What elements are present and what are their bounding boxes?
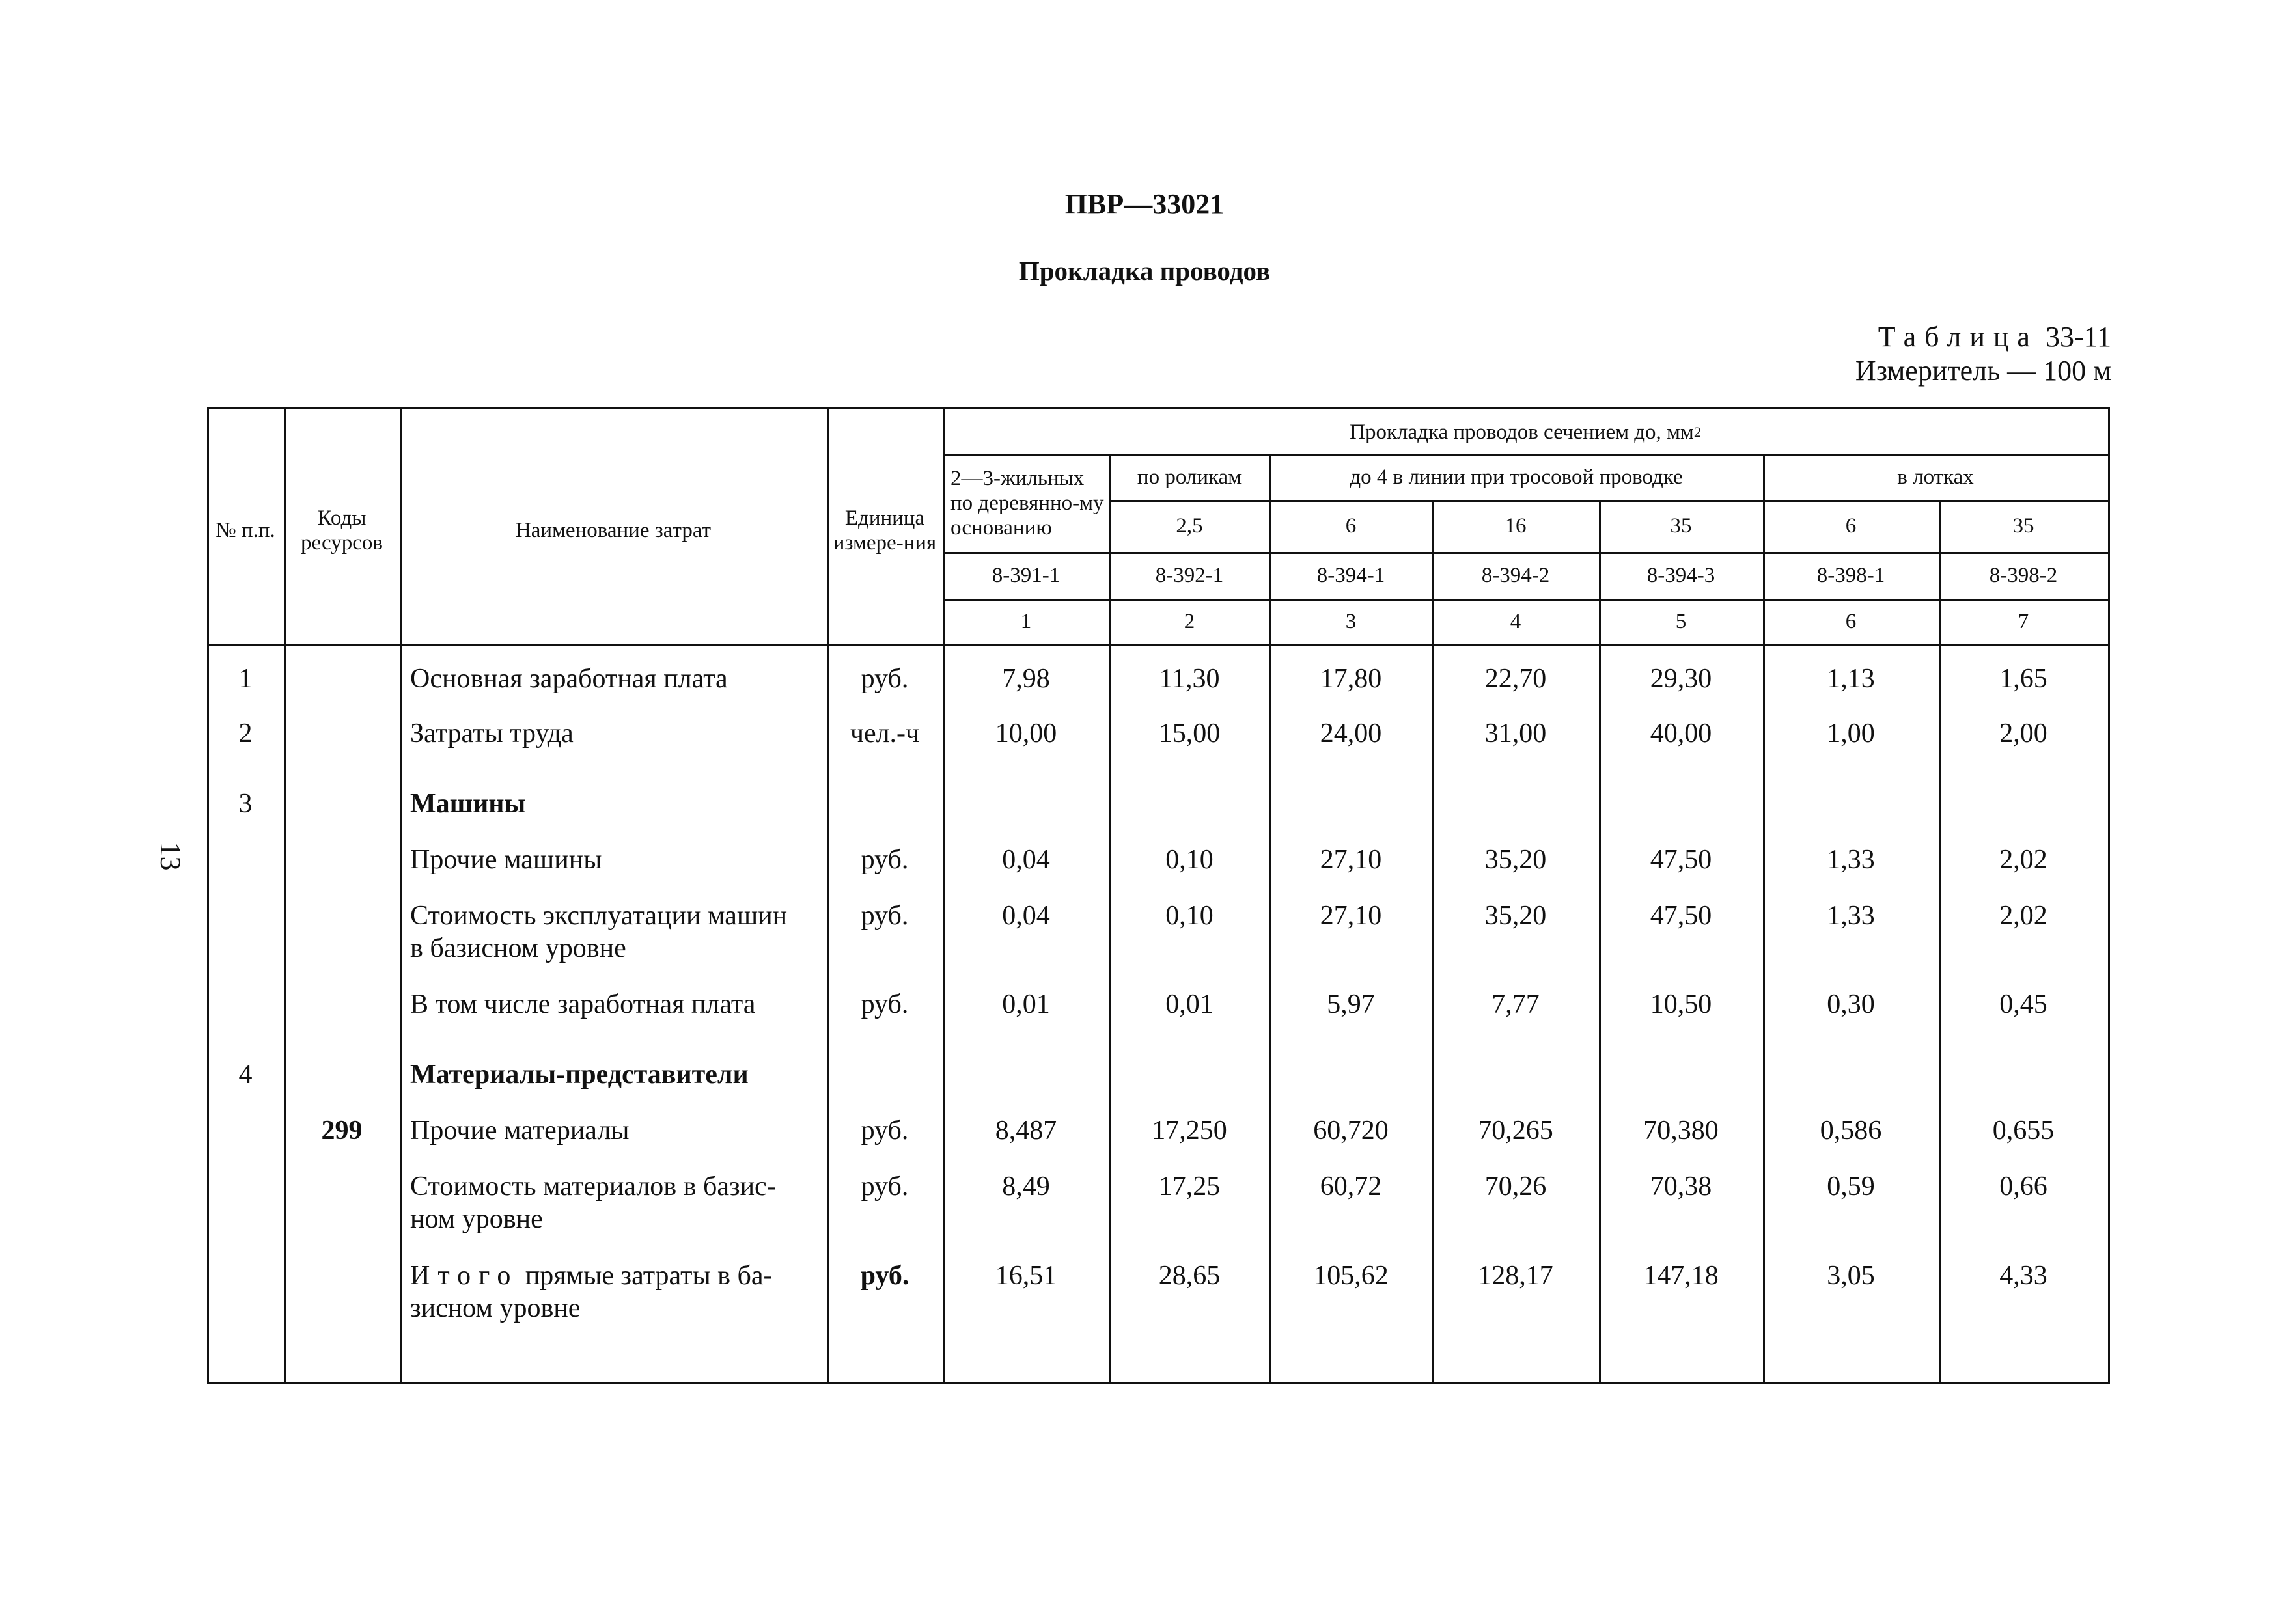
row-value-col-7: 2,02	[1999, 901, 2047, 931]
header-col-name: Наименование затрат	[515, 519, 712, 542]
row-value-col-6: 0,586	[1820, 1116, 1882, 1146]
header-size-cell: 2,5	[1176, 514, 1203, 538]
row-value-col-5: 40,00	[1650, 719, 1712, 749]
header-bottom-rule	[207, 644, 2110, 646]
header-colnum-cell: 7	[2018, 610, 2029, 633]
header-sub-rollers: по роликам	[1137, 465, 1242, 489]
header-colnum-cell: 6	[1845, 610, 1857, 633]
row-value-col-7: 0,655	[1992, 1116, 2055, 1146]
table-label-number: 33-11	[2045, 321, 2111, 353]
row-value-col-1: 16,51	[995, 1261, 1057, 1291]
row-value-col-4: 31,00	[1484, 719, 1547, 749]
header-size-cell: 16	[1505, 514, 1527, 538]
row-value-col-4: 7,77	[1491, 989, 1540, 1019]
row-value-col-1: 7,98	[1002, 664, 1050, 694]
document-title: ПВР—33021	[1064, 188, 1225, 220]
row-value-col-5: 10,50	[1650, 989, 1712, 1019]
row-value-col-2: 28,65	[1158, 1261, 1221, 1291]
header-group-title	[943, 410, 2108, 454]
row-value-col-4: 70,265	[1478, 1116, 1553, 1146]
row-value-col-6: 1,13	[1827, 664, 1875, 694]
header-colnum-cell: 2	[1184, 610, 1195, 633]
header-size-cell: 35	[1670, 514, 1692, 538]
header-size-cell: 6	[1845, 514, 1857, 538]
row-value-col-7: 0,45	[1999, 989, 2047, 1019]
row-number: 2	[238, 719, 253, 749]
header-col-codes: Коды ресурсов	[301, 506, 383, 555]
row-name: В том числе заработная плата	[410, 989, 756, 1019]
row-value-col-7: 2,02	[1999, 845, 2047, 875]
document-subtitle: Прокладка проводов	[1018, 256, 1271, 286]
header-colnum-cell: 4	[1510, 610, 1521, 633]
row-value-col-2: 17,250	[1152, 1116, 1227, 1146]
row-value-col-2: 17,25	[1158, 1172, 1221, 1202]
row-value-col-5: 70,38	[1650, 1172, 1712, 1202]
row-value-col-5: 47,50	[1650, 845, 1712, 875]
row-unit: руб.	[861, 664, 909, 694]
header-sub-trays: в лотках	[1897, 465, 1974, 489]
header-colnum-cell: 1	[1020, 610, 1032, 633]
header-size-cell: 6	[1345, 514, 1357, 538]
row-value-col-2: 0,01	[1165, 989, 1214, 1019]
row-value-col-2: 11,30	[1159, 664, 1220, 694]
row-value-col-3: 27,10	[1320, 845, 1382, 875]
table-border-right	[2108, 407, 2110, 1382]
row-unit: руб.	[861, 1116, 909, 1146]
row-value-col-2: 0,10	[1165, 901, 1214, 931]
row-value-col-1: 8,49	[1002, 1172, 1050, 1202]
table-border-bottom	[207, 1382, 2110, 1384]
row-value-col-3: 60,72	[1320, 1172, 1382, 1202]
table-label	[1855, 320, 2111, 388]
row-number: 4	[238, 1060, 253, 1090]
row-value-col-5: 70,380	[1643, 1116, 1719, 1146]
row-value-col-7: 1,65	[1999, 664, 2047, 694]
row-value-col-5: 47,50	[1650, 901, 1712, 931]
row-resource-code: 299	[321, 1116, 363, 1146]
row-value-col-1: 0,04	[1002, 901, 1050, 931]
row-unit: руб.	[861, 989, 909, 1019]
row-unit: руб.	[861, 1172, 909, 1202]
header-code-cell: 8-398-2	[1989, 564, 2058, 587]
header-code-cell: 8-394-1	[1316, 564, 1385, 587]
header-code-cell: 8-392-1	[1155, 564, 1224, 587]
row-unit: чел.-ч	[850, 719, 920, 749]
row-value-col-4: 70,26	[1484, 1172, 1547, 1202]
row-value-col-4: 35,20	[1484, 845, 1547, 875]
row-unit: руб.	[861, 901, 909, 931]
row-value-col-7: 2,00	[1999, 719, 2047, 749]
row-value-col-5: 147,18	[1643, 1261, 1719, 1291]
header-group-title-text: Прокладка проводов сечением до, мм	[1350, 420, 1694, 444]
row-name: Прочие материалы	[410, 1116, 630, 1146]
row-value-col-6: 0,30	[1827, 989, 1875, 1019]
row-value-col-4: 128,17	[1478, 1261, 1553, 1291]
header-sub-cable: до 4 в линии при тросовой проводке	[1350, 465, 1683, 489]
row-name: Затраты труда	[410, 719, 574, 749]
row-value-col-1: 8,487	[995, 1116, 1057, 1146]
row-value-col-4: 35,20	[1484, 901, 1547, 931]
row-value-col-1: 10,00	[995, 719, 1057, 749]
table-label-prefix: Таблица	[1878, 321, 2038, 353]
page-number: 13	[154, 842, 187, 871]
header-code-cell: 8-398-1	[1816, 564, 1885, 587]
row-value-col-3: 17,80	[1320, 664, 1382, 694]
row-value-col-6: 1,33	[1827, 845, 1875, 875]
row-value-col-6: 1,00	[1827, 719, 1875, 749]
row-number: 1	[238, 664, 253, 694]
row-value-col-1: 0,04	[1002, 845, 1050, 875]
row-unit: руб.	[860, 1261, 909, 1291]
header-col-unit: Единица измере-ния	[833, 506, 937, 555]
row-name: Прочие машины	[410, 845, 602, 875]
row-value-col-1: 0,01	[1002, 989, 1050, 1019]
row-value-col-4: 22,70	[1484, 664, 1547, 694]
row-name: Основная заработная плата	[410, 664, 728, 694]
header-size-cell: 35	[2012, 514, 2034, 538]
table-measure: Измеритель — 100 м	[1855, 355, 2111, 387]
header-colnum-cell: 3	[1345, 610, 1357, 633]
header-sub-wood: 2—3-жильных по деревянно-му основанию	[950, 467, 1104, 540]
header-col-num: № п.п.	[215, 519, 275, 542]
row-value-col-3: 60,720	[1313, 1116, 1389, 1146]
row-unit: руб.	[861, 845, 909, 875]
row-name: Стоимость материалов в базис- ном уровне	[410, 1172, 776, 1234]
row-value-col-6: 0,59	[1827, 1172, 1875, 1202]
row-name: Материалы-представители	[410, 1060, 749, 1090]
row-number: 3	[238, 789, 253, 819]
row-name: Стоимость эксплуатации машин в базисном уровне	[410, 901, 788, 963]
header-code-cell: 8-391-1	[992, 564, 1061, 587]
header-code-cell: 8-394-2	[1481, 564, 1550, 587]
row-value-col-2: 0,10	[1165, 845, 1214, 875]
row-value-col-6: 1,33	[1827, 901, 1875, 931]
row-value-col-3: 105,62	[1313, 1261, 1389, 1291]
row-value-col-5: 29,30	[1650, 664, 1712, 694]
row-value-col-3: 27,10	[1320, 901, 1382, 931]
table-border-top	[207, 407, 2110, 409]
header-group-title-sup: 2	[1693, 424, 1701, 440]
row-name: Итого прямые затраты в ба- зисном уровне	[410, 1261, 773, 1323]
row-name: Машины	[410, 789, 526, 819]
row-value-col-7: 0,66	[1999, 1172, 2047, 1202]
row-value-col-3: 24,00	[1320, 719, 1382, 749]
row-value-col-6: 3,05	[1827, 1261, 1875, 1291]
row-value-col-3: 5,97	[1327, 989, 1375, 1019]
row-value-col-7: 4,33	[1999, 1261, 2047, 1291]
header-code-cell: 8-394-3	[1646, 564, 1715, 587]
row-value-col-2: 15,00	[1158, 719, 1221, 749]
header-colnum-cell: 5	[1675, 610, 1687, 633]
